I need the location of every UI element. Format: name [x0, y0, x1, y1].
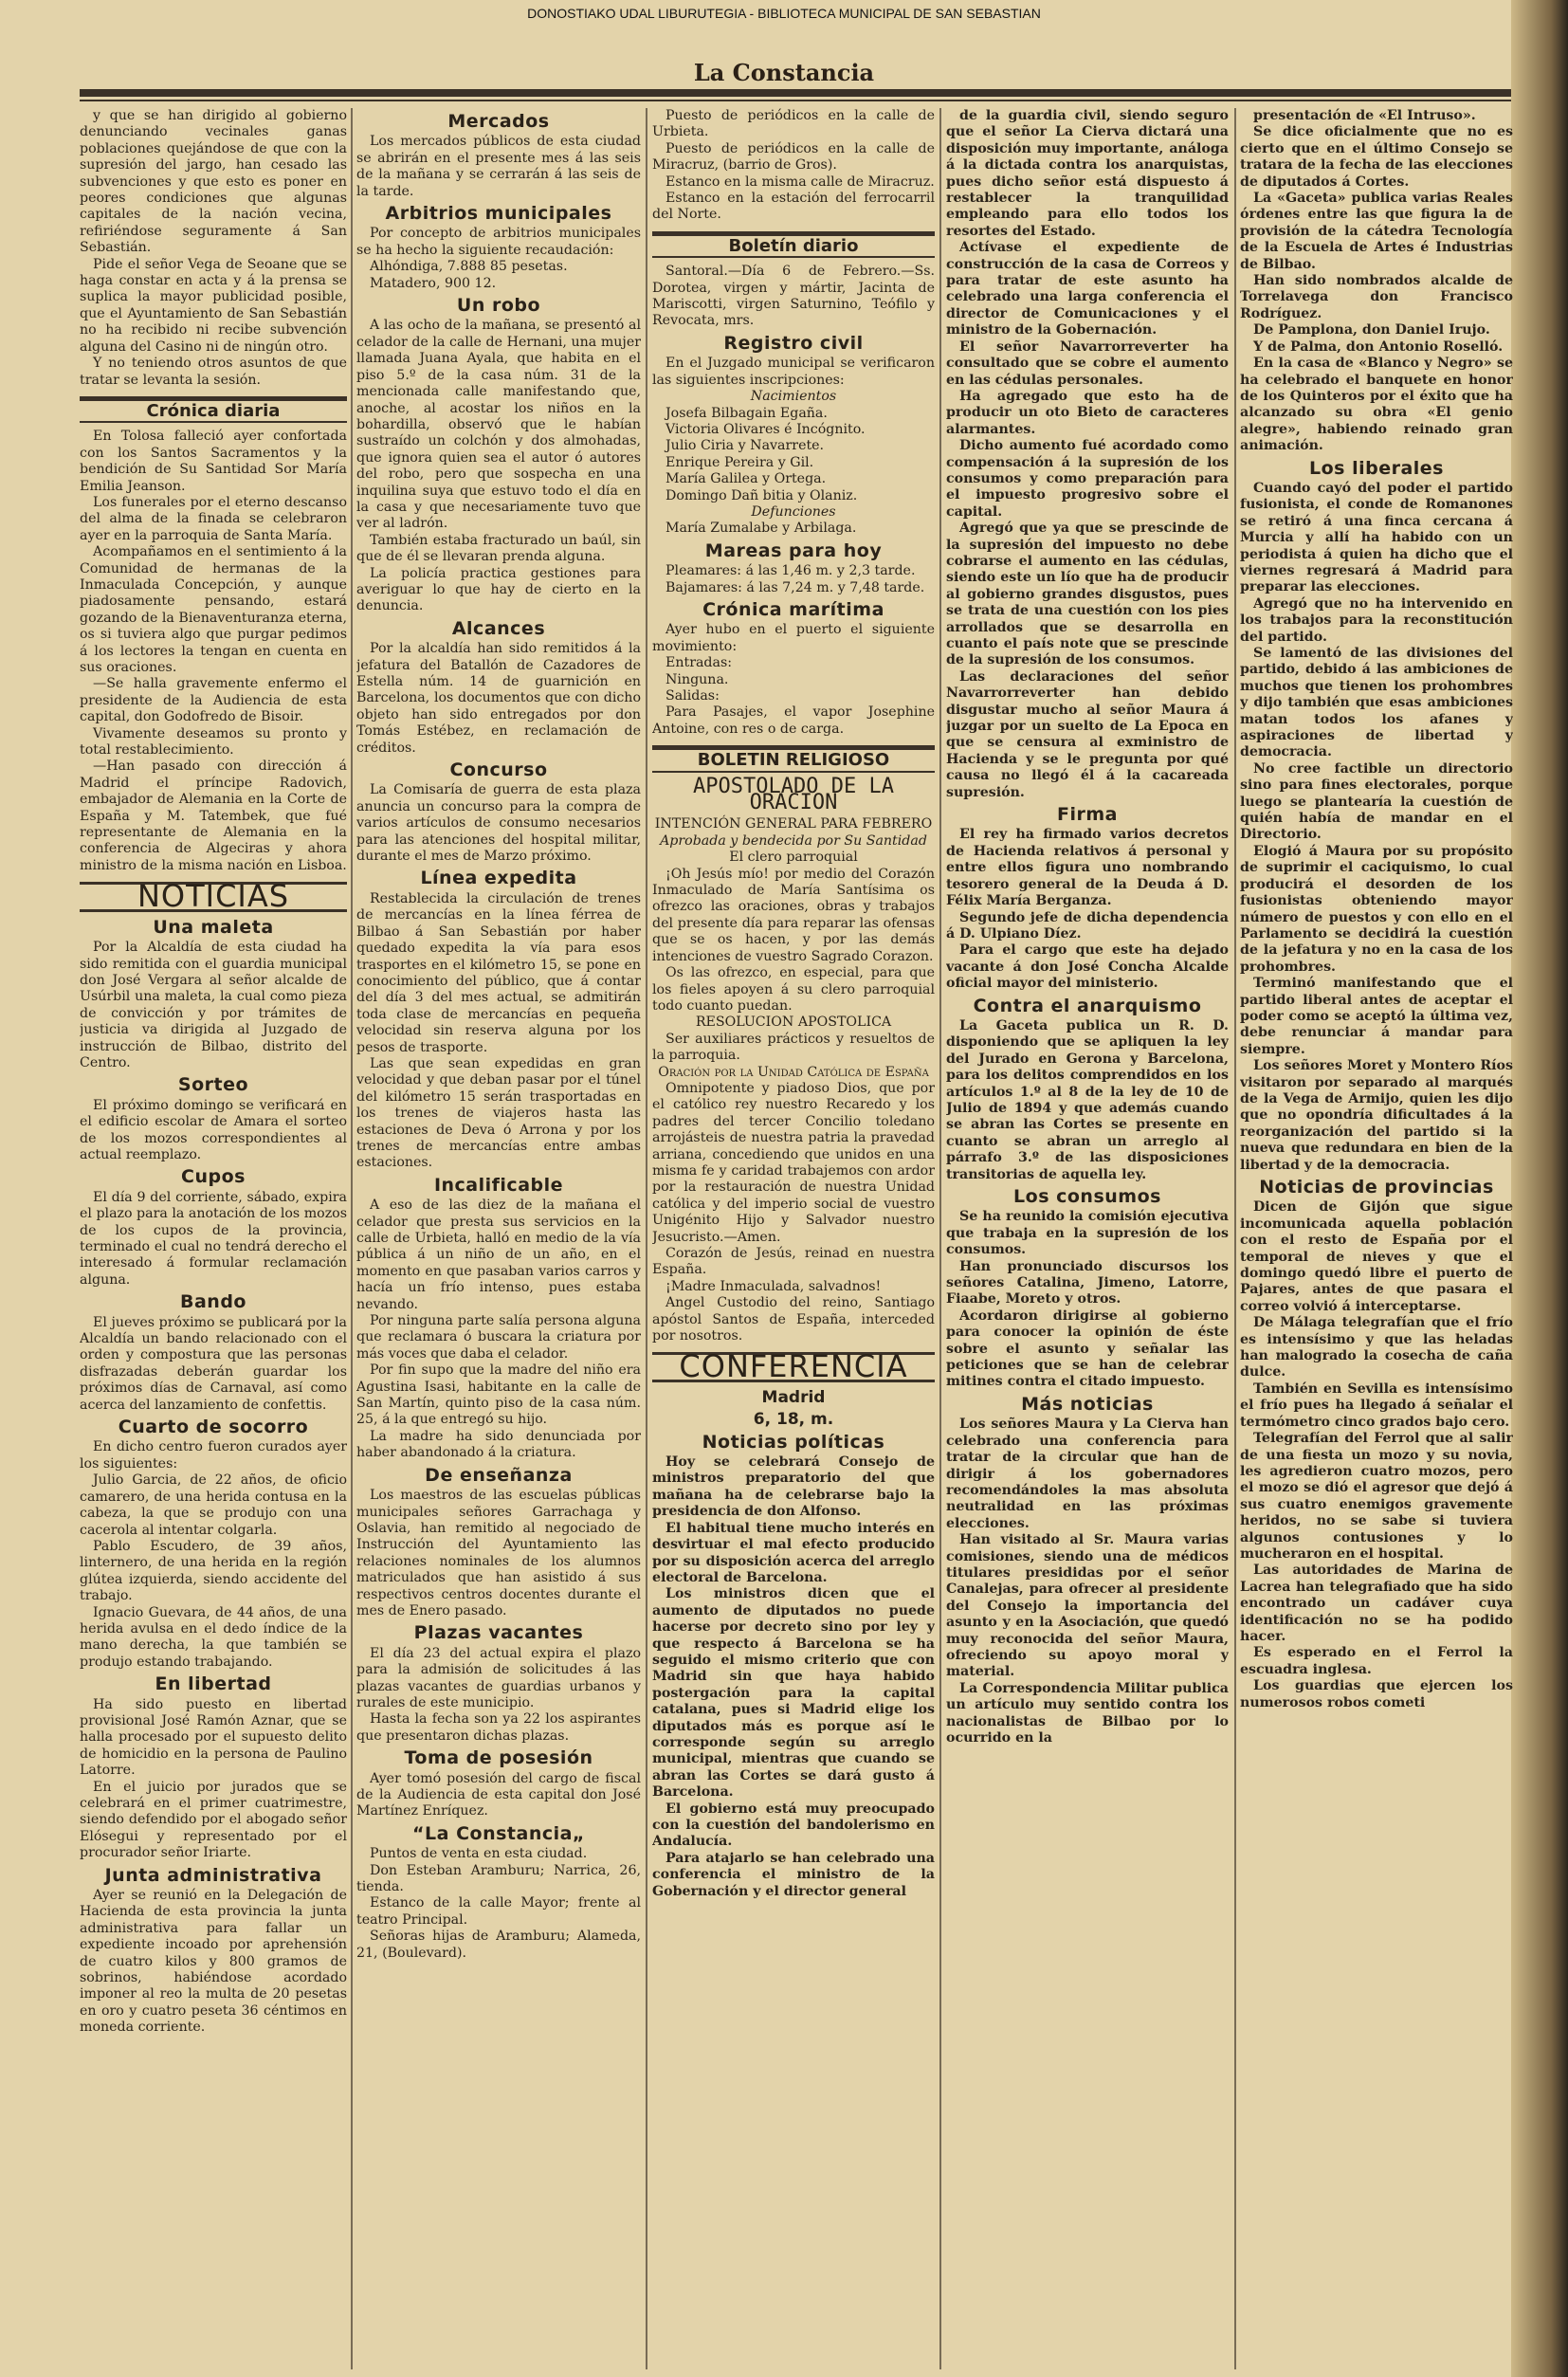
article-paragraph: Acordaron dirigirse al gobierno para conocer la opinión de éste sobre el asunto y señalar las peticiones que se han de celebrar mitines contra el citado impuesto. [946, 1307, 1229, 1390]
article-paragraph: Salidas: [665, 688, 720, 704]
column-divider [1234, 108, 1236, 2369]
article-paragraph: Aprobada y bendecida por Su Santidad [660, 832, 927, 849]
article-paragraph: Pide el señor Vega de Seoane que se haga constar en acta y á la prensa se suplica la mayor publicidad posible, que el Ayuntamiento de San Sebastián no ha recibido ni recibe subvención alguna del Casino ni de ningún otro. [80, 256, 347, 355]
article-paragraph: Estanco en la estación del ferrocarril del Norte. [652, 191, 935, 223]
article-paragraph: Agregó que no ha intervenido en los trabajos para la reconstitución del partido. [1240, 595, 1513, 645]
article-paragraph: Han pronunciado discursos los señores Catalina, Jimeno, Latorre, Fiaabe, Moreto y otros. [946, 1258, 1229, 1307]
article-paragraph: Ser auxiliares prácticos y resueltos de la parroquia. [652, 1031, 935, 1064]
article-paragraph: Y de Palma, don Antonio Roselló. [1253, 338, 1504, 355]
article-paragraph: Segundo jefe de dicha dependencia á D. Ulpiano Díez. [946, 909, 1229, 942]
section-heading: Noticias de provincias [1259, 1177, 1494, 1198]
column-divider [351, 108, 353, 2369]
article-paragraph: Entradas: [665, 655, 733, 671]
section-heading: En libertad [155, 1673, 272, 1695]
article-paragraph: En Tolosa falleció ayer confortada con los Santos Sacramentos y la bendición de Su Santidad Sor María Emilia Jeanson. [80, 429, 347, 494]
section-heading: 6, 18, m. [753, 1410, 834, 1430]
section-heading: Madrid [761, 1387, 826, 1407]
article-paragraph: Las que sean expedidas en gran velocidad y que deban pasar por el túnel del kilómetro 15 serán trasportadas en los trenes de viajeros hasta las estaciones de Deva ó Arrona y por los trenes de mercancías entre ambas estaciones. [356, 1055, 641, 1171]
article-paragraph: Don Esteban Aramburu; Narrica, 26, tienda. [356, 1862, 641, 1895]
section-heading: Junta administrativa [104, 1864, 322, 1886]
article-paragraph: De Pamplona, don Daniel Irujo. [1253, 322, 1490, 338]
article-paragraph: Angel Custodio del reino, Santiago apóstol Santos de España, interceded por nosotros. [652, 1295, 935, 1344]
article-paragraph: —Han pasado con dirección á Madrid el príncipe Radovich, embajador de Alemania en la Corte de España y M. Tatembek, que fué representante de Alemania en la conferencia de Algeciras y ahora ministro de la misma nación en Lisboa. [80, 759, 347, 873]
article-paragraph: La policía practica gestiones para averiguar lo que hay de cierto en la denuncia. [356, 565, 641, 614]
section-heading: Noticias políticas [702, 1431, 885, 1453]
article-paragraph: El día 23 del actual expira el plazo para la admisión de solicitudes á las plazas vacantes de guardias urbanos y rurales de este municipio. [356, 1645, 641, 1710]
section-heading: Un robo [456, 295, 541, 317]
article-paragraph: Enrique Pereira y Gil. [665, 454, 814, 470]
article-paragraph: de la guardia civil, siendo seguro que el señor La Cierva dictará una disposición muy importante, análoga á la dictada contra los anarquistas, pues dicho señor está dispuesto á restablecer la tranquilidad empleando para ello todos los resortes del Estado. [946, 108, 1229, 239]
article-paragraph: Se lamentó de las divisiones del partido, debido á las ambiciones de muchos que tienen los prohombres y dijo también que esas ambiciones matan todos los afanes y aspiraciones de libertad y democracia. [1240, 646, 1513, 760]
article-paragraph: Los maestros de las escuelas públicas municipales señores Garrachaga y Oslavia, han remitido al negociado de Instrucción del Ayuntamiento las relaciones nominales de los alumnos matriculados que han asistido á sus respectivos centros docentes durante el mes de Enero pasado. [356, 1488, 641, 1618]
article-paragraph: El día 9 del corriente, sábado, expira el plazo para la anotación de los mozos de los cupos de la provincia, terminado el cual no tendrá derecho el interesado á formular reclamación alguna. [80, 1189, 347, 1288]
article-paragraph: Ayer se reunió en la Delegación de Hacienda de esta provincia la junta administrativa para fallar un expediente incoado por aprehensión de cuatro kilos y 800 gramos de sobrinos, habiéndose acordado imponer al reo la multa de 20 pesetas en oro y cuatro peseta 36 céntimos en moneda corriente. [80, 1888, 347, 2036]
section-heading: Alcances [451, 617, 546, 639]
article-paragraph: Los señores Maura y La Cierva han celebrado una conferencia para tratar de la circular que han de dirigir á los gobernadores recomendándoles la mas absoluta neutralidad en las próximas elecciones. [946, 1417, 1229, 1531]
article-paragraph: Josefa Bilbagain Egaña. [665, 405, 828, 421]
newspaper-masthead: La Constancia [693, 59, 875, 86]
article-paragraph: Las autoridades de Marina de Lacrea han telegrafiado que ha sido encontrado un cadáver cuya identificación no se ha podido hacer. [1240, 1563, 1513, 1644]
article-paragraph: Restablecida la circulación de trenes de mercancías en la línea férrea de Bilbao á San Sebastián por haber quedado expedita la vía para esos trasportes en el kilómetro 15, se pone en conocimiento del público, que á contar del día 3 del mes actual, se admitirán toda clase de mercancías en pequeña velocidad sin reserva alguna por los pesos de trasporte. [356, 890, 641, 1055]
article-paragraph: Elogió á Maura por su propósito de suprimir el caciquismo, lo cual producirá el desorden de los fusionistas obteniendo mayor número de puestos y con ello en el Parlamento se decidirá la cuestión de la jefatura y no en la casa de los prohombres. [1240, 843, 1513, 975]
article-paragraph: ¡Madre Inmaculada, salvadnos! [665, 1278, 882, 1294]
article-paragraph: Para atajarlo se han celebrado una conferencia el ministro de la Gobernación y el director general [652, 1850, 935, 1899]
article-paragraph: De Málaga telegrafían que el frío es intensísimo y que las heladas han malogrado la cosecha de caña dulce. [1240, 1315, 1513, 1380]
column-divider [939, 108, 941, 2369]
section-heading: Contra el anarquismo [973, 995, 1202, 1016]
article-paragraph: Por fin supo que la madre del niño era Agustina Isasi, habitante en la calle de San Martín, quinto piso de la casa núm. 25, á la que entregó su hijo. [356, 1362, 641, 1428]
column-5 [1240, 108, 1513, 2369]
section-heading: Los liberales [1309, 457, 1444, 479]
section-heading: Bando [180, 1291, 246, 1313]
section-heading: Registro civil [723, 332, 864, 354]
article-paragraph: Agregó que ya que se prescinde de la supresión del impuesto no debe cobrarse el aumento en las cédulas, siendo este un lío que ha de producir al gobierno grandes disgustos, pues se trata de una cuestión con los pies arrollados que se desarrolla en cuanto el país note que se prescinde de la supresión de los consumos. [946, 521, 1229, 668]
column-2 [356, 108, 641, 2369]
article-paragraph: Hoy se celebrará Consejo de ministros preparatorio del que mañana ha de celebrarse bajo la presidencia de don Alfonso. [652, 1454, 935, 1520]
article-paragraph: María Galilea y Ortega. [665, 471, 827, 487]
article-paragraph: presentación de «El Intruso». [1253, 108, 1476, 123]
section-heading: Más noticias [1021, 1393, 1154, 1415]
header-rule-thin [80, 100, 1511, 101]
article-paragraph: Para Pasajes, el vapor Josephine Antoine, con res o de carga. [652, 704, 935, 737]
article-paragraph: Pleamares: á las 1,46 m. y 2,3 tarde. [665, 563, 916, 579]
article-paragraph: Puesto de periódicos en la calle de Urbieta. [652, 108, 935, 140]
article-paragraph: Hasta la fecha son ya 22 los aspirantes que presentaron dichas plazas. [356, 1711, 641, 1744]
article-paragraph: Han sido nombrados alcalde de Torrelavega don Francisco Rodríguez. [1240, 273, 1513, 321]
article-paragraph: Julio Garcia, de 22 años, de oficio camarero, de una herida contusa en la cabeza, la que se produjo con una cacerola al intentar colgarla. [80, 1472, 347, 1538]
article-paragraph: Por concepto de arbitrios municipales se ha hecho la siguiente recaudación: [356, 226, 641, 258]
article-paragraph: Alhóndiga, 7.888 85 pesetas. [370, 259, 568, 275]
article-paragraph: Julio Ciria y Navarrete. [665, 438, 825, 454]
section-heading: Línea expedita [420, 868, 577, 889]
section-heading: Sorteo [177, 1074, 249, 1096]
article-paragraph: Los señores Moret y Montero Ríos visitaron por separado al marqués de la Vega de Armijo, quien les dijo que no opondría dificultades á la reorganización del partido si la nueva que redundara en bien de la libertad y de la democracia. [1240, 1058, 1513, 1173]
section-banner: Crónica diaria [80, 396, 347, 423]
article-paragraph: Cuando cayó del poder el partido fusionista, el conde de Romanones se retiró á una finca cercana á Murcia y allí ha habido con un periodista á quien ha dicho que el viernes regresará á Madrid para preparar las elecciones. [1240, 480, 1513, 595]
section-banner-large: NOTICIAS [80, 882, 347, 911]
article-paragraph: Ha sido puesto en libertad provisional José Ramón Aznar, que se halla procesado por el supuesto delito de homicidio en la persona de Paulino Latorre. [80, 1696, 347, 1779]
section-heading: Crónica marítima [702, 598, 884, 620]
article-paragraph: También estaba fracturado un baúl, sin que de él se llevaran prenda alguna. [356, 532, 641, 565]
article-paragraph: La «Gaceta» publica varias Reales órdenes entre las que figura la de provisión de la cátedra Tecnología de la Escuela de Artes é Industrias de Bilbao. [1240, 191, 1513, 272]
section-heading: Incalificable [433, 1174, 564, 1196]
article-paragraph: Y no teniendo otros asuntos de que tratar se levanta la sesión. [80, 356, 347, 388]
article-paragraph: En dicho centro fueron curados ayer los siguientes: [80, 1439, 347, 1472]
article-paragraph: Bajamares: á las 7,24 m. y 7,48 tarde. [665, 579, 925, 595]
article-paragraph: Santoral.—Día 6 de Febrero.—Ss. Dorotea, virgen y mártir, Jacinta de Mariscotti, virgen Saturnino, Teófilo y Revocata, mrs. [652, 264, 935, 329]
article-paragraph: El jueves próximo se publicará por la Alcaldía un bando relacionado con el orden y compostura que las personas disfrazadas deberán guardar los próximos días de Carnaval, así como acerca del lanzamiento de confettis. [80, 1314, 347, 1413]
page-edge-shadow [1511, 0, 1568, 2377]
section-banner-large: CONFERENCIA [652, 1352, 935, 1381]
article-paragraph: y que se han dirigido al gobierno denunciando vecinales ganas poblaciones quejándose de que con la supresión del jargo, han cesado las subvenciones y que esto es poner en peores condiciones que algunas capitales de la nación vecina, refiriéndose seguramente á San Sebastián. [80, 108, 347, 256]
column-1 [80, 108, 347, 2369]
section-heading: Firma [1057, 804, 1118, 826]
article-paragraph: Puesto de periódicos en la calle de Miracruz, (barrio de Gros). [652, 140, 935, 174]
article-paragraph: Vivamente deseamos su pronto y total restablecimiento. [80, 725, 347, 759]
article-paragraph: Omnipotente y piadoso Dios, que por el católico rey nuestro Recaredo y los padres del tercer Concilio toledano arrojásteis de nuestra patria la pravedad arriana, concediendo que unidos en una misma fe y caridad trabajemos con ardor por la restauración de nuestra Unidad católica y del imperio social de vuestro Unigénito Hijo y Salvador nuestro Jesucristo.—Amen. [652, 1080, 935, 1245]
article-paragraph: Defunciones [751, 503, 836, 520]
section-heading: De enseñanza [425, 1464, 573, 1486]
article-paragraph: María Zumalabe y Arbilaga. [665, 521, 857, 537]
section-heading: Mercados [447, 111, 550, 132]
article-paragraph: Ha agregado que esto ha de producir un oto Bieto de caracteres alarmantes. [946, 388, 1229, 437]
article-paragraph: El próximo domingo se verificará en el edificio escolar de Amara el sorteo de los mozos correspondientes al actual reemplazo. [80, 1097, 347, 1162]
article-paragraph: Señoras hijas de Aramburu; Alameda, 21, (Boulevard). [356, 1929, 641, 1961]
article-paragraph: A eso de las diez de la mañana el celador que presta sus servicios en la calle de Urbieta, halló en medio de la vía pública á un niño de un año, en el momento en que pasaban varios carros y hacía un frío intenso, pues estaba nevando. [356, 1198, 641, 1312]
article-paragraph: Terminó manifestando que el partido liberal antes de aceptar el poder como se aceptó la última vez, debe renunciar á mandar para siempre. [1240, 976, 1513, 1057]
article-paragraph: ¡Oh Jesús mío! por medio del Corazón Inmaculado de María Santísima os ofrezco las oraciones, obras y trabajos del presente día para reparar las ofensas que se os hacen, y por las demás intenciones de vuestro Sagrado Corazon. [652, 866, 935, 964]
article-paragraph: En el juicio por jurados que se celebrará en el primer cuatrimestre, siendo defendido por el abogado señor Elósegui y representado por el procurador señor Iriarte. [80, 1779, 347, 1861]
article-paragraph: El gobierno está muy preocupado con la cuestión del bandolerismo en Andalucía. [652, 1801, 935, 1850]
article-paragraph: —Se halla gravemente enfermo el presidente de la Audiencia de esta capital, don Godofredo de Bisoir. [80, 676, 347, 725]
article-paragraph: También en Sevilla es intensísimo el frío pues ha llegado á señalar el termómetro cinco grados bajo cero. [1240, 1380, 1513, 1430]
article-paragraph: No cree factible un directorio sino para fines electorales, porque luego se plantearía la cuestión de quién había de mandar en el Directorio. [1240, 760, 1513, 843]
article-paragraph: El rey ha firmado varios decretos de Hacienda relativos á personal y entre ellos figura uno nombrando tesorero general de la Deuda á D. Félix María Berganza. [946, 827, 1229, 909]
section-heading: Los consumos [1013, 1186, 1161, 1207]
article-paragraph: La Comisaría de guerra de esta plaza anuncia un concurso para la compra de varios artículos de consumo necesarios para las atenciones del hospital militar, durante el mes de Marzo próximo. [356, 782, 641, 865]
article-paragraph: Ayer tomó posesión del cargo de fiscal de la Audiencia de esta capital don José Martínez Enríquez. [356, 1770, 641, 1819]
article-paragraph: Por ninguna parte salía persona alguna que reclamara ó buscara la criatura por más voces que daba el celador. [356, 1313, 641, 1362]
section-banner: Boletín diario [652, 231, 935, 258]
article-paragraph: Acompañamos en el sentimiento á la Comunidad de hermanas de la Inmaculada Concepción, y aunque piadosamente pensando, estará gozando de la Bienaventuranza eterna, os si tuviera algo que purgar pedimos á los lectores la tengan en cuenta en sus oraciones. [80, 544, 347, 675]
article-paragraph: Los ministros dicen que el aumento de diputados no puede hacerse por decreto sino por ley y que respecto á Barcelona se ha seguido el mismo criterio que con Madrid sin que haya habido postergación para la capital catalana, pues si Madrid elige los diputados más es porque así le corresponde según su arreglo municipal, mientras que cuando se abran las Cortes se dará gusto á Barcelona. [652, 1586, 935, 1801]
article-paragraph: Estanco en la misma calle de Miracruz. [665, 174, 935, 190]
article-paragraph: Es esperado en el Ferrol la escuadra inglesa. [1240, 1645, 1513, 1677]
article-paragraph: Domingo Dañ bitia y Olaniz. [665, 487, 858, 503]
article-paragraph: Corazón de Jesús, reinad en nuestra España. [652, 1246, 935, 1278]
article-paragraph: Por la Alcaldía de esta ciudad ha sido remitida con el guardia municipal don José Vergara al señor alcalde de Usúrbil una maleta, la cual como pieza de convicción y por trámites de justicia va dirigida al Juzgado de instrucción de Bilbao, distrito del Centro. [80, 940, 347, 1070]
article-paragraph: Los funerales por el eterno descanso del alma de la finada se celebraron ayer en la parroquia de Santa María. [80, 494, 347, 543]
article-paragraph: El señor Navarrorreverter ha consultado que se cobre el aumento en las cédulas personales. [946, 338, 1229, 388]
article-paragraph: Han visitado al Sr. Maura varias comisiones, siendo una de médicos titulares presididas por el señor Canalejas, para ofrecer al presidente del Consejo la importancia del asunto y en la Asociación, que quedó muy reconocida del señor Maura, ofreciendo su apoyo moral y material. [946, 1532, 1229, 1680]
article-paragraph: Victoria Olivares é Incógnito. [665, 421, 866, 437]
article-paragraph: Estanco de la calle Mayor; frente al teatro Principal. [356, 1895, 641, 1928]
article-paragraph: El habitual tiene mucho interés en desvirtuar el mal efecto producido por su disposición acerca del arreglo electoral de Barcelona. [652, 1520, 935, 1585]
article-paragraph: En el Juzgado municipal se verificaron las siguientes inscripciones: [652, 356, 935, 388]
article-paragraph: Telegrafían del Ferrol que al salir de una fiesta un mozo y su novia, les agredieron cuatro mozos, pero el mozo se dió el agresor que dejó á sus cuatro enemigos gravemente heridos, no se sabe si tuviera algunos contusiones y lo mucheraron en el hospital. [1240, 1431, 1513, 1562]
article-paragraph: RESOLUCION APOSTOLICA [695, 1015, 892, 1031]
article-paragraph: Nacimientos [750, 389, 837, 405]
article-paragraph: El clero parroquial [729, 850, 858, 866]
section-heading: Una maleta [153, 916, 274, 938]
section-heading: Cupos [181, 1166, 246, 1188]
article-paragraph: Ayer hubo en el puerto el siguiente movimiento: [652, 622, 935, 654]
section-heading: Toma de posesión [404, 1747, 593, 1769]
article-paragraph: Ninguna. [665, 671, 729, 687]
article-paragraph: Puntos de venta en esta ciudad. [370, 1846, 588, 1862]
article-paragraph: Para el cargo que este ha dejado vacante á don José Concha Alcalde oficial mayor del ministerio. [946, 942, 1229, 992]
article-paragraph: Por la alcaldía han sido remitidos á la jefatura del Batallón de Cazadores de Estella núm. 14 de guarnición en Barcelona, los documentos que con dicho objeto han sido entregados por don Tomás Estébez, en reclamación de créditos. [356, 641, 641, 756]
header-rule [80, 89, 1511, 97]
section-heading: “La Constancia„ [412, 1822, 585, 1844]
column-3 [652, 108, 935, 2369]
article-paragraph: Dicen de Gijón que sigue incomunicada aquella población con el resto de España por el temporal de nieves y que el domingo quedó libre el puerto de Pajares, antes de que pasara el correo volvió á interceptarse. [1240, 1199, 1513, 1314]
article-paragraph: Os las ofrezco, en especial, para que los fieles apoyen á su clero parroquial todo cuanto puedan. [652, 965, 935, 1014]
article-paragraph: Matadero, 900 12. [370, 275, 497, 291]
section-heading: Cuarto de socorro [118, 1417, 309, 1438]
section-heading: Mareas para hoy [704, 539, 883, 561]
column-divider [646, 108, 647, 2369]
article-paragraph: Pablo Escudero, de 39 años, linternero, de una herida en la región glútea izquierda, siendo accidente del trabajo. [80, 1538, 347, 1604]
subsection-title: APOSTOLADO DE LA ORACION [693, 774, 894, 815]
library-watermark: DONOSTIAKO UDAL LIBURUTEGIA - BIBLIOTECA MUNICIPAL DE SAN SEBASTIAN [527, 6, 1041, 21]
article-paragraph: INTENCIÓN GENERAL PARA FEBRERO [654, 816, 933, 832]
article-paragraph: En la casa de «Blanco y Negro» se ha celebrado el banquete en honor de los Quinteros por el éxito que ha alcanzado su obra «El genio alegre», habiendo reinado gran animación. [1240, 356, 1513, 454]
section-heading: Plazas vacantes [413, 1622, 584, 1644]
article-paragraph: Se ha reunido la comisión ejecutiva que trabaja en la supresión de los consumos. [946, 1209, 1229, 1258]
article-paragraph: La madre ha sido denunciada por haber abandonado á la criatura. [356, 1428, 641, 1461]
section-heading: Concurso [449, 759, 548, 781]
article-paragraph: Actívase el expediente de construcción de la casa de Correos y para tratar de este asunto ha celebrado una larga conferencia el director de Comunicaciones y el ministro de la Gobernación. [946, 240, 1229, 338]
column-4 [946, 108, 1229, 2369]
article-paragraph: Oración por la Unidad Católica de España [658, 1064, 929, 1080]
article-paragraph: La Gaceta publica un R. D. disponiendo que se apliquen la ley del Jurado en Gerona y Barcelona, para los delitos comprendidos en los artículos 1.º al 8 de la ley de 10 de Julio de 1894 y que además cuando se abran las Cortes se presente en cuanto se abran un arreglo al párrafo 3.º de las disposiciones transitorias de aquella ley. [946, 1017, 1229, 1182]
article-paragraph: Los guardias que ejercen los numerosos robos cometi [1240, 1678, 1513, 1710]
article-paragraph: La Correspondencia Militar publica un artículo muy sentido contra los nacionalistas de Bilbao por lo ocurrido en la [946, 1680, 1229, 1746]
article-paragraph: A las ocho de la mañana, se presentó al celador de la calle de Hernani, una mujer llamada Juana Ayala, que habita en el piso 5.º de la casa núm. 31 de la mencionada calle manifestando que, anoche, al acostar los niños en la bohardilla, observó que le habían sustraído un colchón y dos almohadas, que ignora quien sea el autor ó autores del robo, pero que sospecha en una inquilina suya que estuvo todo el día en la casa y que necesariamente tuvo que ver al ladrón. [356, 318, 641, 532]
section-banner: BOLETIN RELIGIOSO [652, 745, 935, 772]
section-heading: Arbitrios municipales [385, 203, 612, 225]
article-paragraph: Se dice oficialmente que no es cierto que en el último Consejo se tratara de la fecha de las elecciones de diputados á Cortes. [1240, 124, 1513, 190]
article-paragraph: Las declaraciones del señor Navarrorreverter han debido disgustar mucho al señor Maura á juzgar por un suelto de La Epoca en que se censura al exministro de Hacienda y se le pregunta por qué causa no llegó él á la cacareada supresión. [946, 668, 1229, 800]
article-paragraph: Los mercados públicos de esta ciudad se abrirán en el presente mes á las seis de la mañana y se cerrarán á las seis de la tarde. [356, 134, 641, 199]
article-paragraph: Dicho aumento fué acordado como compensación á la supresión de los consumos y como preparación para el impuesto progresivo sobre el capital. [946, 438, 1229, 520]
article-paragraph: Ignacio Guevara, de 44 años, de una herida avulsa en el dedo índice de la mano derecha, la que también se produjo estando trabajando. [80, 1604, 347, 1670]
